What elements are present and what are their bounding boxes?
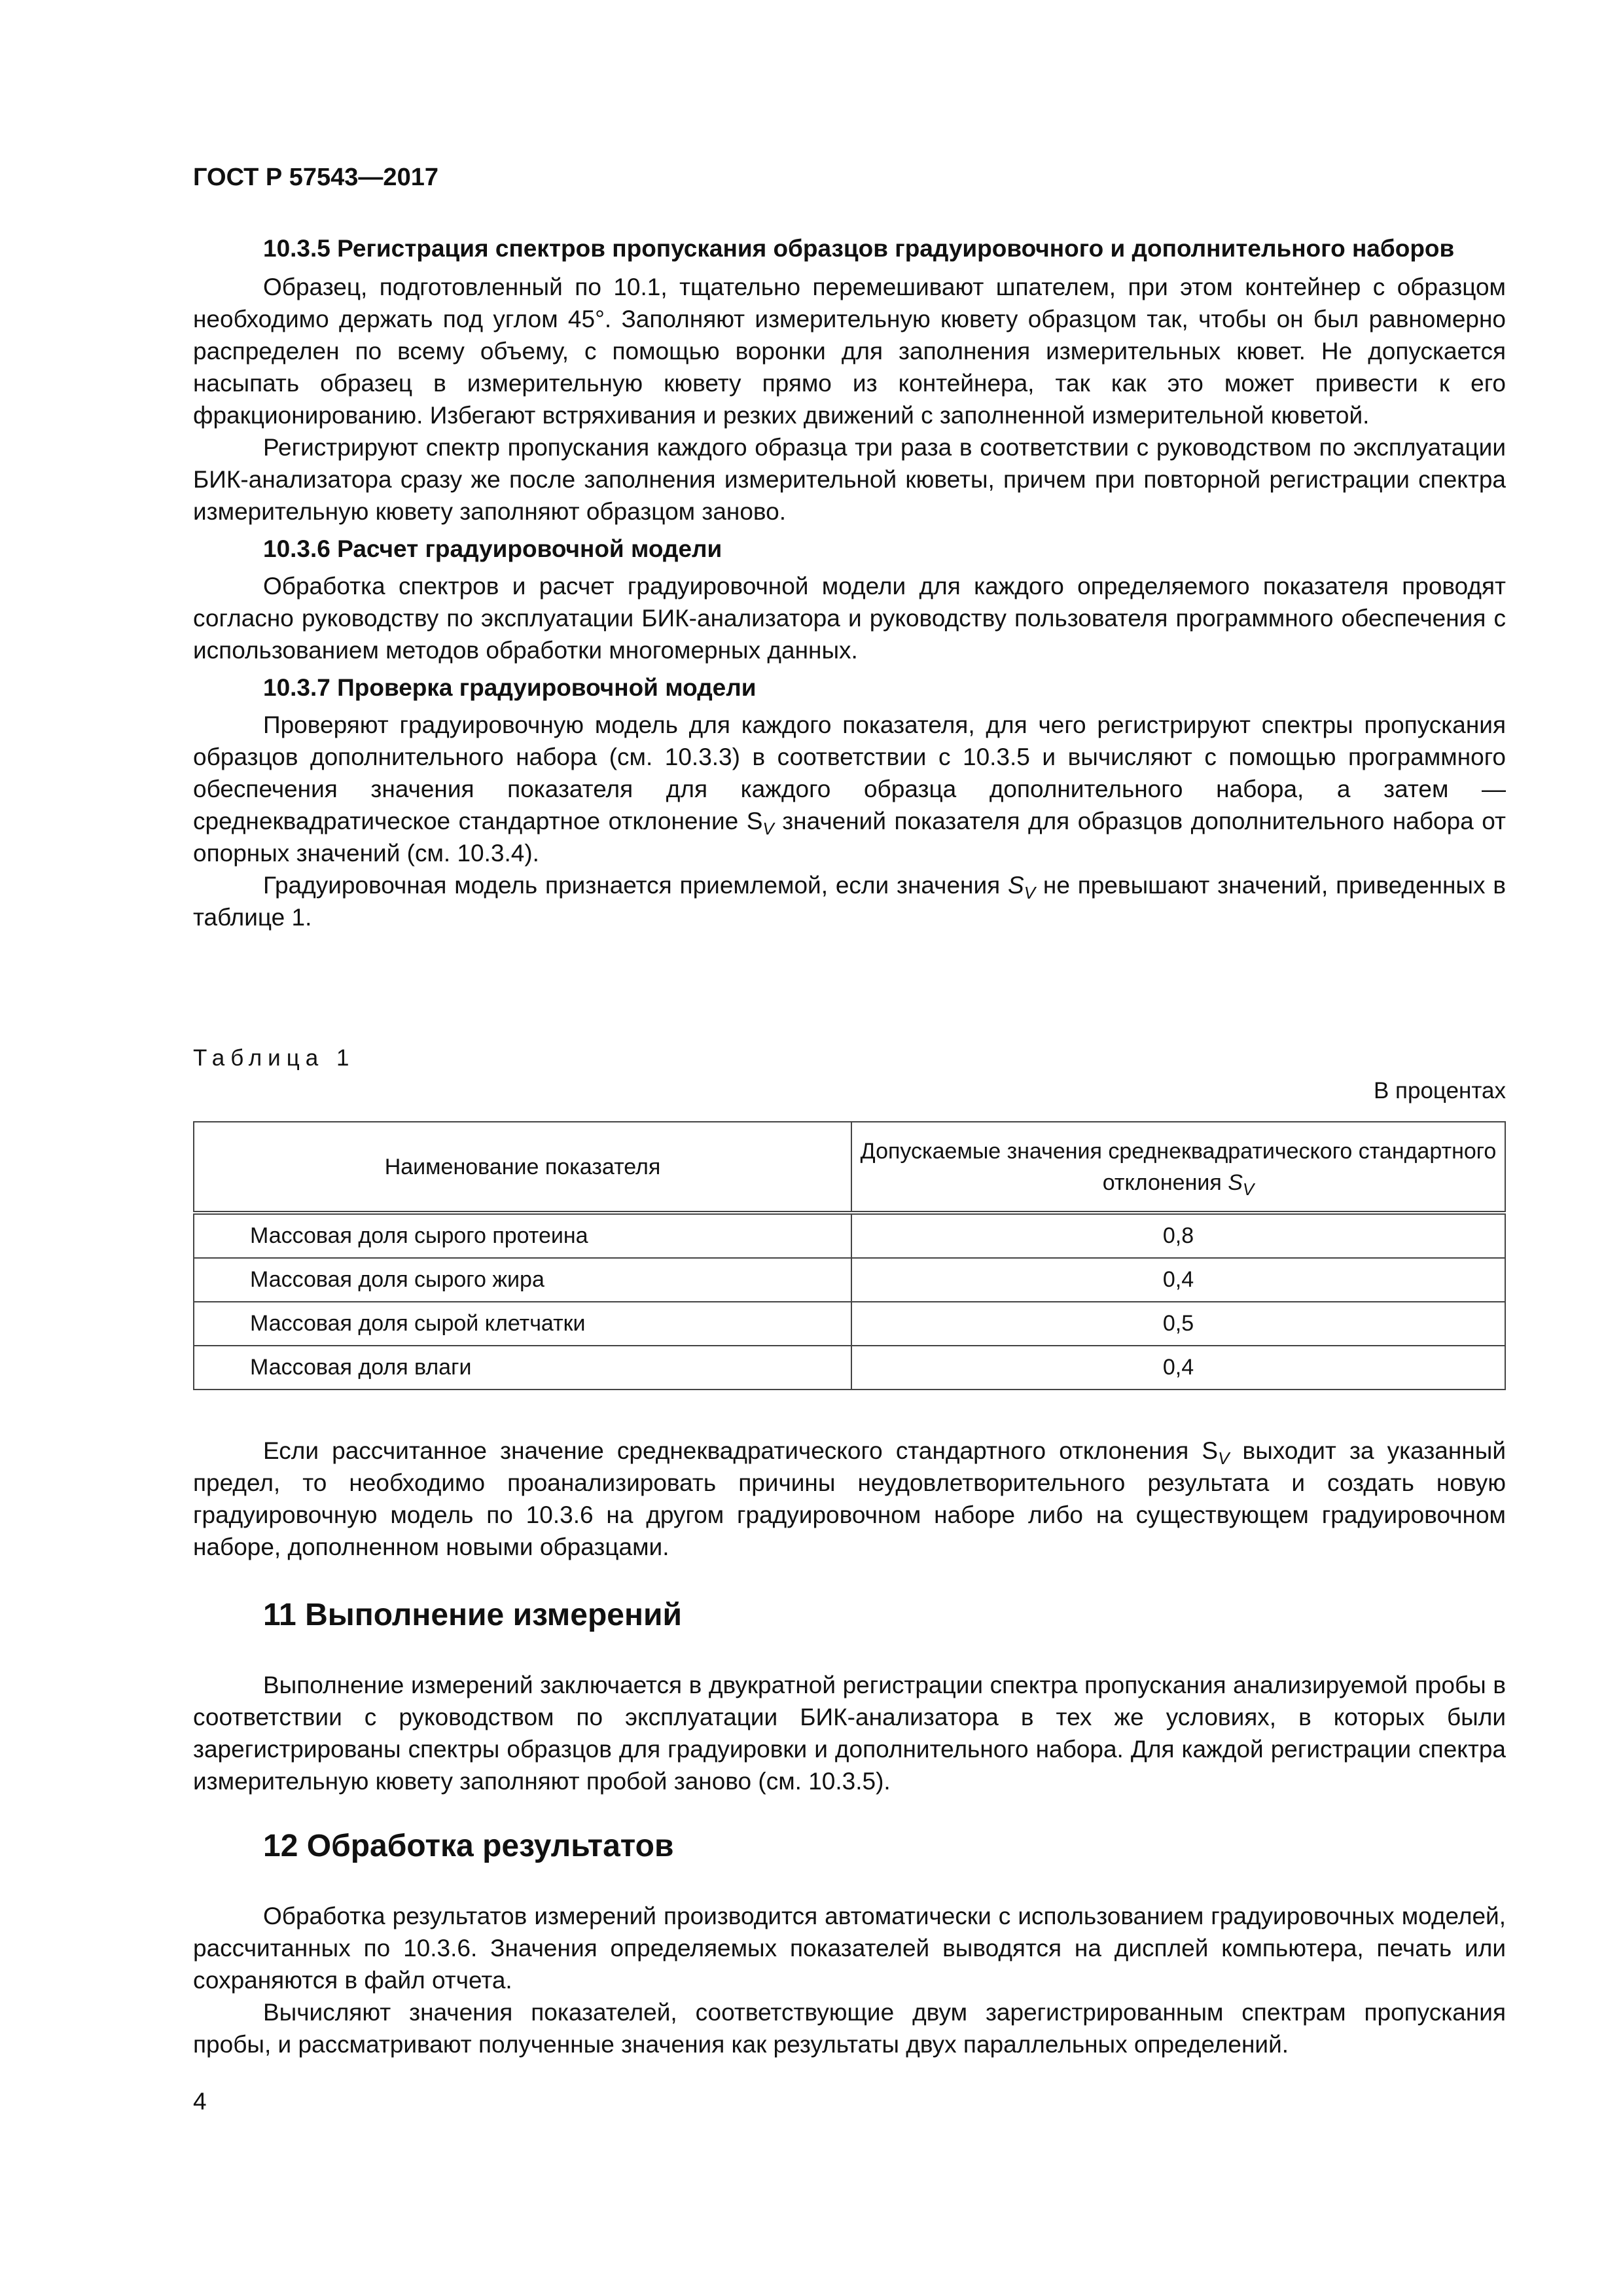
section-title: 10.3.6 Расчет градуировочной модели	[263, 535, 722, 562]
paragraph	[193, 869, 1506, 933]
cell-value: 0,4	[851, 1346, 1505, 1390]
page-number: 4	[193, 2088, 207, 2115]
paragraph: Образец, подготовленный по 10.1, тщательно перемешивают шпателем, при этом контейнер с образцом необходимо держать под углом 45°. Заполняют измерительную кювету образцом так, чтобы он был равномерно распределен по всему объему, с помощью воронки для заполнения измерительных кювет. Не допускается насыпать образец в измерительную кювету прямо из контейнера, так как это может привести к его фракционированию. Избегают встряхивания и резких движений с заполненной измерительной кюветой.	[193, 274, 1506, 429]
section-11	[193, 1669, 1506, 1797]
symbol: S	[1008, 872, 1024, 899]
section-title: 10.3.7 Проверка градуировочной модели	[263, 674, 757, 701]
text: Проверяют градуировочную модель для каждого показателя, для чего регистрируют спектры пропускания образцов дополнительного набора (см. 10.3.3) в соответствии с 10.3.5 и вычисляют с помощью программного обеспечения значения показателя для каждого образца дополнительного набора, а затем — среднеквадратическое стандартное отклонение	[193, 711, 1506, 834]
subscript: V	[1024, 883, 1036, 903]
text: не превышают значений, приведенных в таблице 1.	[193, 872, 1506, 931]
table-row	[194, 1213, 1505, 1258]
section-12-title: 12 Обработка результатов	[263, 1829, 674, 1863]
column-header: Наименование показателя	[194, 1122, 851, 1213]
cell-value: 0,5	[851, 1302, 1505, 1346]
text: значений показателя для образцов дополнительного набора от опорных значений (см. 10.3.4).	[193, 808, 1506, 867]
document-header: ГОСТ Р 57543—2017	[193, 164, 438, 191]
cell-name: Массовая доля влаги	[194, 1346, 851, 1390]
section-11-title: 11 Выполнение измерений	[263, 1598, 682, 1632]
cell-name: Массовая доля сырой клетчатки	[194, 1302, 851, 1346]
table-row	[194, 1302, 1505, 1346]
subscript: V	[1218, 1448, 1230, 1468]
text: Градуировочная модель признается приемлемой, если значения	[263, 872, 1008, 899]
symbol: S	[746, 808, 763, 834]
table-caption: Таблица 1	[193, 1045, 355, 1071]
data-table	[193, 1121, 1506, 1390]
paragraph: Выполнение измерений заключается в двукратной регистрации спектра пропускания анализируемой пробы в соответствии с руководством по эксплуатации БИК-анализатора в тех же условиях, в которых были зарегистрированы спектры образцов для градуировки и дополнительного набора. Для каждой регистрации спектра измерительную кювету заполняют пробой заново (см. 10.3.5).	[193, 1672, 1506, 1795]
paragraph	[193, 1435, 1506, 1563]
section-title: 10.3.5 Регистрация спектров пропускания образцов градуировочного и дополнительного наборов	[263, 235, 1455, 262]
paragraph	[193, 709, 1506, 869]
paragraph: Вычисляют значения показателей, соответствующие двум зарегистрированным спектрам пропускания пробы, и рассматривают полученные значения как результаты двух параллельных определений.	[193, 1999, 1506, 2058]
paragraph: Обработка результатов измерений производится автоматически с использованием градуировочных моделей, рассчитанных по 10.3.6. Значения определяемых показателей выводятся на дисплей компьютера, печать или сохраняются в файл отчета.	[193, 1903, 1506, 1994]
table-unit: В процентах	[1373, 1078, 1506, 1103]
section-10-3-5	[193, 232, 1506, 933]
symbol: S	[1202, 1437, 1219, 1464]
cell-value: 0,8	[851, 1213, 1505, 1258]
table-row	[194, 1258, 1505, 1302]
table-row	[194, 1346, 1505, 1390]
text: Если рассчитанное значение среднеквадратического стандартного отклонения	[263, 1437, 1202, 1464]
column-header: Допускаемые значения среднеквадратического стандартного отклонения $S_V$	[851, 1122, 1505, 1213]
after-table-text	[193, 1435, 1506, 1563]
paragraph: Обработка спектров и расчет градуировочной модели для каждого определяемого показателя проводят согласно руководству по эксплуатации БИК-анализатора и руководству пользователя программного обеспечения с использованием методов обработки многомерных данных.	[193, 573, 1506, 664]
cell-name: Массовая доля сырого протеина	[194, 1213, 851, 1258]
subscript: V	[762, 819, 774, 838]
text: выходит за указанный предел, то необходимо проанализировать причины неудовлетворительного результата и создать новую градуировочную модель по 10.3.6 на другом градуировочном наборе либо на существующем градуировочном наборе, дополненном новыми образцами.	[193, 1437, 1506, 1560]
cell-name: Массовая доля сырого жира	[194, 1258, 851, 1302]
cell-value: 0,4	[851, 1258, 1505, 1302]
section-12	[193, 1900, 1506, 2060]
paragraph: Регистрируют спектр пропускания каждого образца три раза в соответствии с руководством по эксплуатации БИК-анализатора сразу же после заполнения измерительной кюветы, причем при повторной регистрации спектра измерительную кювету заполняют образцом заново.	[193, 434, 1506, 525]
